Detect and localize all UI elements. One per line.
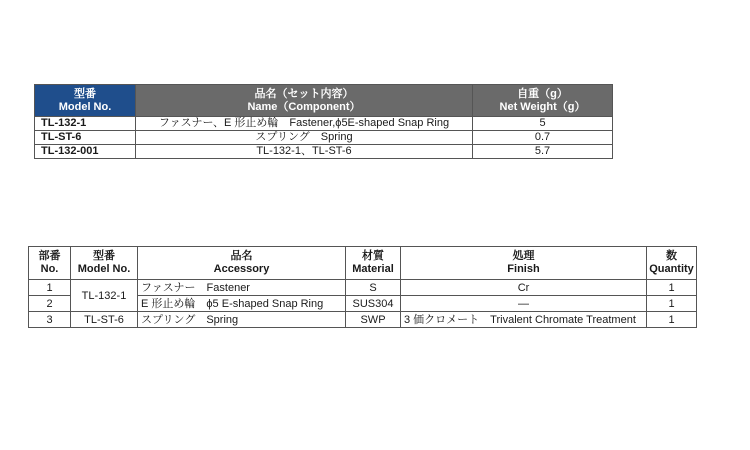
header-en: No. <box>40 263 59 275</box>
cell-material: SUS304 <box>346 296 401 312</box>
header-quantity <box>647 247 697 280</box>
table-header-row <box>29 247 697 280</box>
cell-weight: 5.7 <box>473 145 613 159</box>
header-en: Name（Component） <box>247 100 361 113</box>
table-row <box>35 117 613 131</box>
header-jp: 数 <box>666 250 677 262</box>
cell-accessory: E 形止め輪 ϕ5 E-shaped Snap Ring <box>138 296 346 312</box>
cell-accessory: ファスナー Fastener <box>138 280 346 296</box>
cell-part-no: 2 <box>29 296 71 312</box>
header-en: Net Weight（g） <box>499 100 586 113</box>
header-jp: 品名 <box>230 250 253 262</box>
cell-model: TL-132-1 <box>71 280 138 312</box>
cell-model: TL-132-001 <box>35 145 136 159</box>
cell-model: TL-ST-6 <box>35 131 136 145</box>
cell-name: ファスナー、E 形止め輪 Fastener,ϕ5E-shaped Snap Ring <box>136 117 473 131</box>
table-row <box>35 131 613 145</box>
table-row <box>35 145 613 159</box>
cell-material: S <box>346 280 401 296</box>
cell-part-no: 1 <box>29 280 71 296</box>
header-en: Accessory <box>213 263 270 275</box>
parts-list-table <box>28 246 697 328</box>
header-jp: 材質 <box>362 250 384 262</box>
header-en: Material <box>352 263 394 275</box>
cell-finish: 3 価クロメート Trivalent Chromate Treatment <box>401 312 647 328</box>
header-jp: 処理 <box>512 250 535 262</box>
cell-part-no: 3 <box>29 312 71 328</box>
cell-name: TL-132-1、TL-ST-6 <box>136 145 473 159</box>
set-contents-table <box>34 84 613 159</box>
cell-quantity: 1 <box>647 280 697 296</box>
cell-model: TL-ST-6 <box>71 312 138 328</box>
header-material <box>346 247 401 280</box>
table-header-row <box>35 85 613 117</box>
header-net-weight <box>473 85 613 117</box>
cell-accessory: スプリング Spring <box>138 312 346 328</box>
header-en: Finish <box>507 263 540 275</box>
header-accessory <box>138 247 346 280</box>
cell-model: TL-132-1 <box>35 117 136 131</box>
cell-weight: 5 <box>473 117 613 131</box>
header-jp: 型番 <box>74 87 96 100</box>
header-part-no <box>29 247 71 280</box>
header-finish <box>401 247 647 280</box>
header-en: Model No. <box>58 100 112 113</box>
cell-weight: 0.7 <box>473 131 613 145</box>
table-row <box>29 280 697 296</box>
header-jp: 品名（セット内容） <box>254 87 354 100</box>
cell-finish: Cr <box>401 280 647 296</box>
header-en: Model No. <box>77 263 131 275</box>
cell-quantity: 1 <box>647 312 697 328</box>
cell-finish: — <box>401 296 647 312</box>
header-name <box>136 85 473 117</box>
header-model-no <box>71 247 138 280</box>
header-jp: 自重（g） <box>517 87 568 100</box>
header-jp: 部番 <box>38 250 61 262</box>
header-jp: 型番 <box>93 250 115 262</box>
table-row <box>29 312 697 328</box>
cell-quantity: 1 <box>647 296 697 312</box>
cell-material: SWP <box>346 312 401 328</box>
header-en: Quantity <box>649 263 694 275</box>
header-model-no <box>35 85 136 117</box>
cell-name: スプリング Spring <box>136 131 473 145</box>
